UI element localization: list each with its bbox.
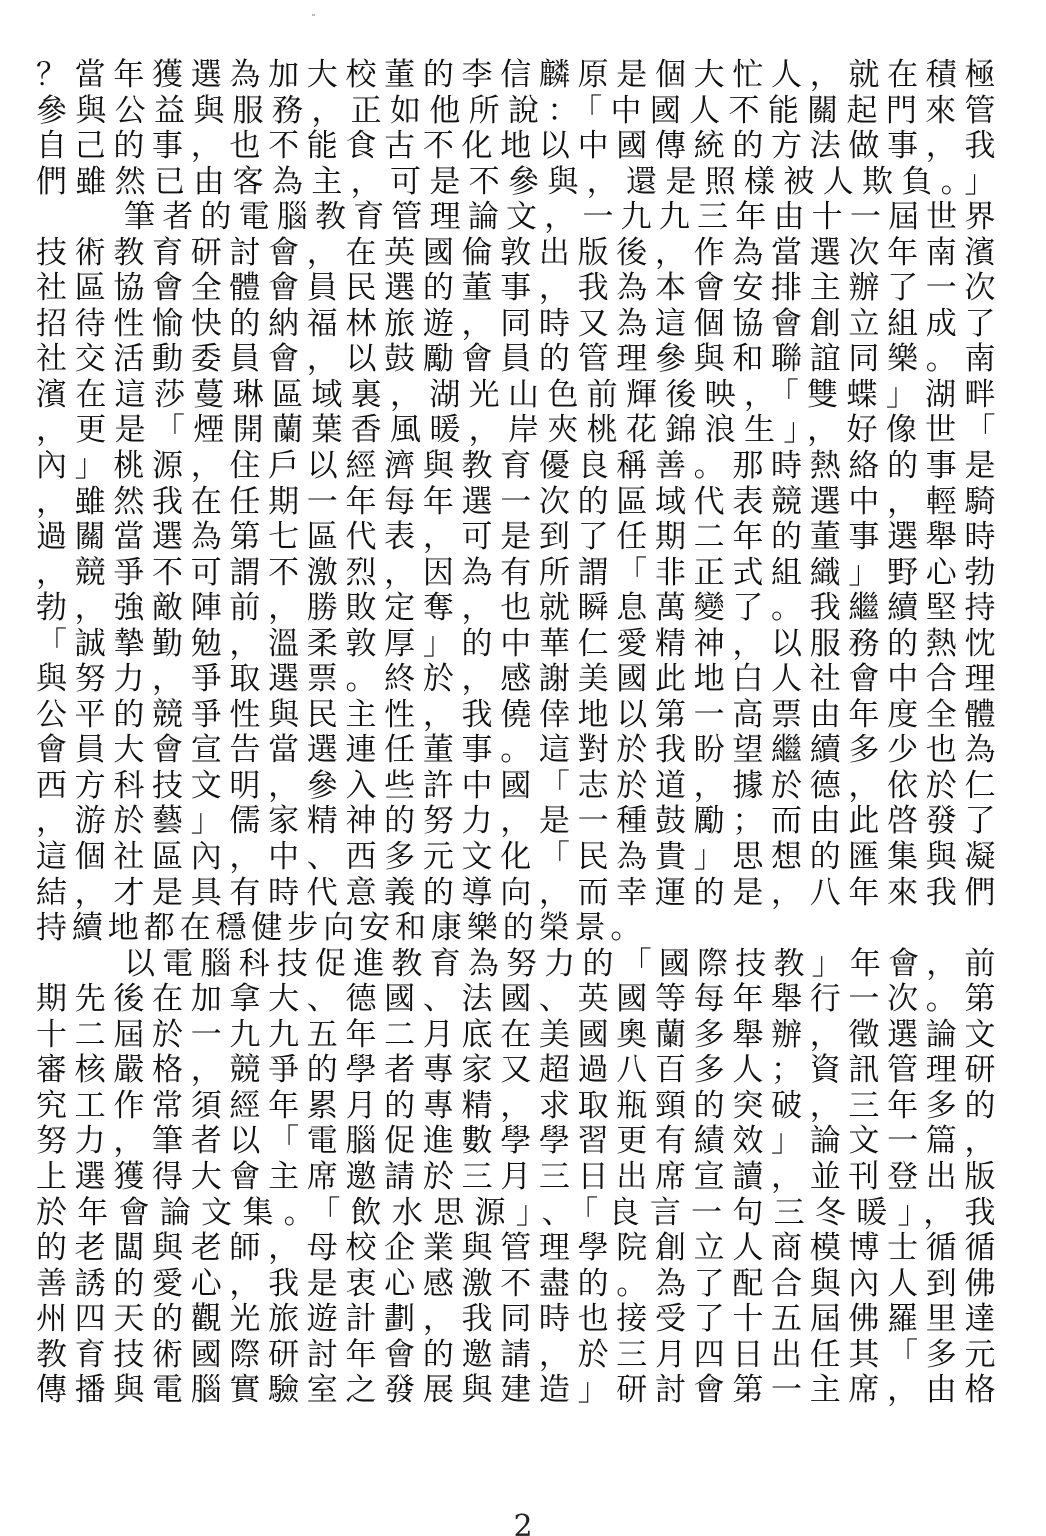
text-line: 十二屆於一九九五年二月底在美國奧蘭多舉辦，徵選論文 [36, 1017, 996, 1053]
text-line: 「誠摯勤勉，溫柔敦厚」的中華仁愛精神，以服務的熱忱 [36, 626, 996, 662]
text-line: 內」桃源，住戶以經濟與教育優良稱善。那時熱絡的事是 [36, 449, 996, 485]
text-line: 善誘的愛心，我是衷心感激不盡的。為了配合與內人到佛 [36, 1266, 996, 1302]
text-line: ，游於藝」儒家精神的努力，是一種鼓勵；而由此啓發了 [36, 804, 996, 840]
text-line: 期先後在加拿大、德國、法國、英國等每年舉行一次。第 [36, 982, 996, 1018]
scan-speck [312, 14, 315, 16]
text-line: 過關當選為第七區代表，可是到了任期二年的董事選舉時 [36, 520, 996, 556]
text-line: 們雖然已由客為主，可是不參與，還是照樣被人欺負。」 [36, 164, 996, 200]
text-line: 會員大會宣告當選連任董事。這對於我盼望繼續多少也為 [36, 733, 996, 769]
body-text [36, 58, 996, 1409]
text-line: 持續地都在穩健步向安和康樂的榮景。 [36, 911, 647, 947]
page-number: 2 [513, 1512, 533, 1536]
text-line: 這個社區內，中、西多元文化「民為貴」思想的匯集與凝 [36, 840, 996, 876]
text-line: ？當年獲選為加大校董的李信麟原是個大忙人，就在積極 [36, 58, 996, 93]
text-line: 的老闆與老師，母校企業與管理學院創立人商模博士循循 [36, 1231, 996, 1267]
text-line: 究工作常須經年累月的專精，求取瓶頸的突破，三年多的 [36, 1088, 996, 1124]
text-line: 以電腦科技促進教育為努力的「國際技教」年會，前 [124, 946, 996, 982]
text-line: 社區協會全體會員民選的董事，我為本會安排主辦了一次 [36, 271, 996, 307]
text-line: 自己的事，也不能食古不化地以中國傳統的方法做事，我 [36, 129, 996, 165]
text-line: 努力，筆者以「電腦促進數學學習更有績效」論文一篇， [36, 1124, 996, 1160]
text-line: 參與公益與服務，正如他所說：「中國人不能關起門來管 [36, 93, 996, 129]
paragraph-2 [36, 200, 996, 946]
text-line: 西方科技文明，參入些許中國「志於道，據於德，依於仁 [36, 768, 996, 804]
text-line: 傳播與電腦實驗室之發展與建造」研討會第一主席，由格 [36, 1373, 996, 1409]
text-line: 勃，強敵陣前，勝敗定奪，也就瞬息萬變了。我繼續堅持 [36, 591, 996, 627]
text-line: 技術教育研討會，在英國倫敦出版後，作為當選次年南濱 [36, 235, 996, 271]
text-line: 州四天的觀光旅遊計劃，我同時也接受了十五屆佛羅里達 [36, 1302, 996, 1338]
text-line: 於年會論文集。「飲水思源」、「良言一句三冬暖」，我 [36, 1195, 996, 1231]
text-line: 社交活動委員會，以鼓勵會員的管理參與和聯誼同樂。南 [36, 342, 996, 378]
text-line: 教育技術國際研討年會的邀請，於三月四日出任其「多元 [36, 1337, 996, 1373]
text-line: 結，才是具有時代意義的導向，而幸運的是，八年來我們 [36, 875, 996, 911]
text-line: 審核嚴格，競爭的學者專家又超過八百多人；資訊管理研 [36, 1053, 996, 1089]
text-line: ，更是「煙開蘭葉香風暖，岸夾桃花錦浪生」，好像世「 [36, 413, 996, 449]
text-line: 筆者的電腦教育管理論文，一九九三年由十一屆世界 [124, 200, 996, 236]
text-line: 招待性愉快的納福林旅遊，同時又為這個協會創立組成了 [36, 306, 996, 342]
text-line: ，競爭不可謂不激烈，因為有所謂「非正式組織」野心勃 [36, 555, 996, 591]
paragraph-3 [36, 947, 996, 1409]
text-line: ，雖然我在任期一年每年選一次的區域代表競選中，輕騎 [36, 484, 996, 520]
text-line: 上選獲得大會主席邀請於三月三日出席宣讀，並刊登出版 [36, 1159, 996, 1195]
text-line: 與努力，爭取選票。終於，感謝美國此地白人社會中合理 [36, 662, 996, 698]
text-line: 濱在這莎蔓琳區域裏，湖光山色前輝後映，「雙蝶」湖畔 [36, 377, 996, 413]
paragraph-1 [36, 58, 996, 200]
text-line: 公平的競爭性與民主性，我僥倖地以第一高票由年度全體 [36, 697, 996, 733]
